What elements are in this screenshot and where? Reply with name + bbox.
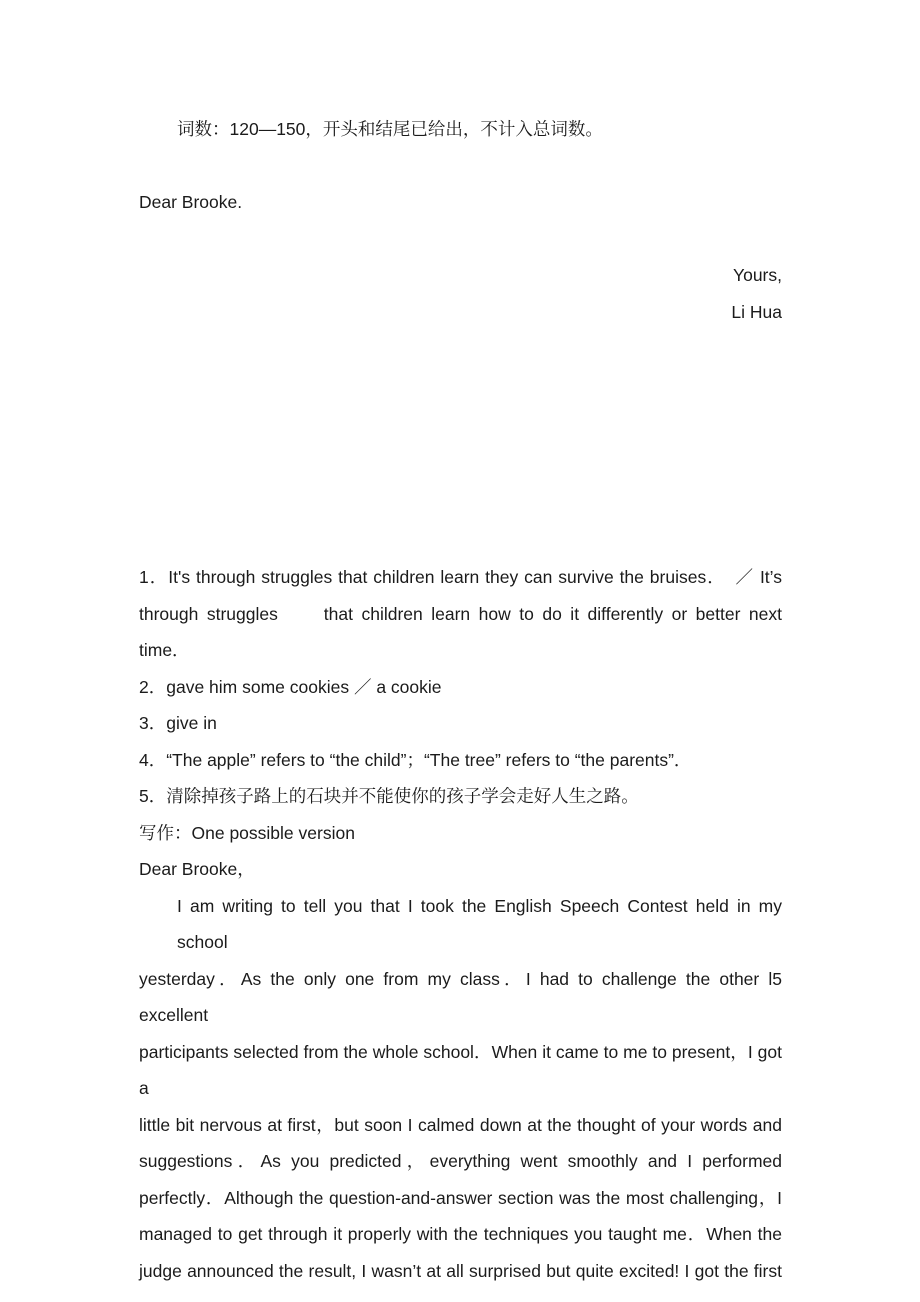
answer-item-3: 3．give in — [139, 713, 217, 733]
essay-line: I am writing to tell you that I took the English Speech Contest held in my school — [177, 895, 787, 952]
answer-item-1-line-2: through struggles that children learn how to do it differently or better next — [139, 603, 782, 624]
answer-key-section — [139, 559, 787, 1289]
essay-line: yesterday．As the only one from my class．I had to challenge the other l5 excellent — [139, 968, 787, 1025]
answer-item-2: 2．gave him some cookies ／ a cookie — [139, 676, 442, 697]
essay-line: participants selected from the whole school．When it came to me to present，I got a — [139, 1041, 787, 1098]
letter-signature: Li Hua — [731, 301, 782, 322]
letter-closing: Yours, — [733, 265, 782, 285]
word-count-note: 词数：120—150，开头和结尾已给出，不计入总词数。 — [177, 119, 603, 139]
answer-item-5: 5．清除掉孩子路上的石块并不能使你的孩子学会走好人生之路。 — [139, 786, 639, 806]
letter-salutation-given: Dear Brooke. — [139, 192, 243, 212]
writing-section-label: 写作：One possible version — [139, 822, 355, 843]
answer-item-1-line-1: 1．It's through struggles that children learn they can survive the bruises． ／ It’s — [139, 567, 782, 587]
essay-line: suggestions．As you predicted，everything went smoothly and I performed — [139, 1151, 782, 1171]
answer-item-4: 4．“The apple” refers to “the child”；“The tree” refers to “the parents”． — [139, 749, 692, 770]
essay-line: managed to get through it properly with the techniques you taught me．When the — [139, 1224, 782, 1244]
letter-shell-section — [139, 111, 782, 330]
answer-item-1-line-3: time． — [139, 640, 190, 660]
essay-line: perfectly．Although the question-and-answer section was the most challenging，I — [139, 1187, 782, 1208]
essay-line: little bit nervous at first，but soon I calmed down at the thought of your words and — [139, 1114, 782, 1135]
essay-salutation: Dear Brooke， — [139, 859, 255, 879]
essay-line: judge announced the result, I wasn’t at all surprised but quite excited! I got the first — [139, 1260, 782, 1281]
